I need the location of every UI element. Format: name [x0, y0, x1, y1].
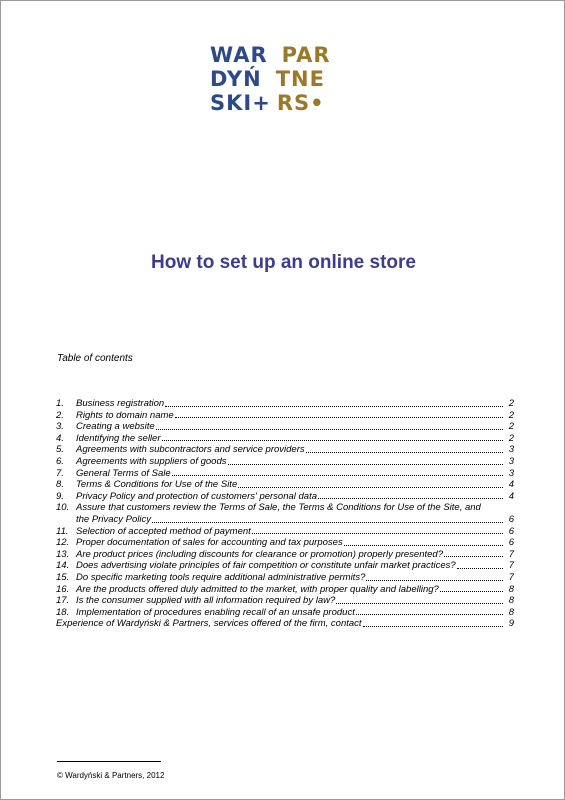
toc-entry[interactable]: [54, 421, 514, 433]
firm-logo: [210, 44, 360, 120]
toc-entry-page: 3: [508, 444, 514, 456]
toc-entry-number: 12.: [56, 537, 70, 549]
toc-entry-title: Privacy Policy and protection of customers' personal data: [76, 490, 318, 502]
toc-leader-dots: [444, 556, 503, 557]
toc-entry-number: 16.: [56, 583, 70, 595]
logo-row-3: SKI+ RS•: [210, 91, 325, 115]
toc-entry-title: Are the products offered duly admitted to the market, with proper quality and labelling?: [76, 583, 439, 595]
table-of-contents: [54, 398, 514, 630]
toc-entry-number: 14.: [56, 560, 70, 572]
toc-entry-title: Identifying the seller: [76, 432, 161, 444]
toc-entry-number: 2.: [56, 409, 64, 421]
toc-leader-dots: [238, 487, 503, 488]
toc-entry-page: 7: [508, 571, 514, 583]
toc-entry-number: 8.: [56, 479, 64, 491]
toc-entry[interactable]: [54, 479, 514, 491]
toc-entry[interactable]: [54, 444, 514, 456]
toc-entry-page: 9: [508, 618, 514, 630]
toc-entry-title: Rights to domain name: [76, 409, 174, 421]
toc-entry-number: 9.: [56, 490, 64, 502]
toc-entry-page: 8: [508, 606, 514, 618]
toc-leader-dots: [366, 580, 503, 581]
toc-entry-title: Do specific marketing tools require additional administrative permits?: [76, 571, 366, 583]
toc-heading: Table of contents: [57, 353, 133, 364]
toc-entry[interactable]: [54, 560, 514, 572]
toc-entry-title: Terms & Conditions for Use of the Site: [76, 479, 238, 491]
toc-entry-title: Agreements with subcontractors and service providers: [76, 444, 305, 456]
toc-entry-title: Is the consumer supplied with all information required by law?: [76, 595, 336, 607]
document-title: How to set up an online store: [151, 252, 416, 273]
toc-leader-dots: [306, 452, 503, 453]
toc-entry-number: 6.: [56, 455, 64, 467]
toc-entry-page: 4: [508, 479, 514, 491]
toc-entry-title: Assure that customers review the Terms of Sale, the Terms & Conditions for Use of the Site, and: [76, 502, 481, 514]
toc-entry[interactable]: [54, 398, 514, 410]
toc-entry-title-continued: the Privacy Policy: [76, 513, 151, 525]
toc-entry-number: 11.: [56, 525, 69, 537]
toc-entry-title: Proper documentation of sales for accounting and tax purposes: [76, 537, 343, 549]
toc-leader-dots: [336, 603, 503, 604]
toc-entry-title: Does advertising violate principles of fair competition or constitute unfair market practices?: [76, 560, 456, 572]
toc-entry-page: 7: [508, 548, 514, 560]
toc-entry[interactable]: [54, 549, 514, 561]
toc-entry[interactable]: [54, 526, 514, 538]
toc-entry-page: 2: [508, 398, 514, 409]
toc-leader-dots: [440, 591, 503, 592]
toc-entry[interactable]: [54, 468, 514, 480]
toc-entry[interactable]: [54, 502, 514, 525]
toc-entry-page: 8: [508, 583, 514, 595]
toc-entry-title: Creating a website: [76, 421, 155, 433]
toc-leader-dots: [356, 614, 503, 615]
toc-entry-number: 17.: [56, 595, 70, 607]
toc-leader-dots: [162, 440, 504, 441]
toc-leader-dots: [318, 498, 503, 499]
toc-leader-dots: [175, 417, 503, 418]
toc-entry-page: 2: [508, 421, 514, 433]
toc-entry-number: 7.: [56, 467, 64, 479]
toc-entry-title: Implementation of procedures enabling recall of an unsafe product: [76, 606, 355, 618]
toc-leader-dots: [344, 545, 503, 546]
toc-leader-dots: [252, 533, 503, 534]
toc-entry-page: 6: [508, 513, 514, 525]
logo-row-1: WAR PAR: [210, 43, 331, 67]
toc-entry[interactable]: [54, 572, 514, 584]
toc-entry-title: Experience of Wardyński & Partners, services offered of the firm, contact: [56, 618, 362, 630]
toc-entry[interactable]: [54, 491, 514, 503]
toc-entry[interactable]: [54, 595, 514, 607]
toc-entry-title: Selection of accepted method of payment: [76, 525, 251, 537]
toc-entry[interactable]: [54, 456, 514, 468]
toc-entry-page: 3: [508, 455, 514, 467]
toc-entry-number: 4.: [56, 432, 64, 444]
toc-entry-page: 7: [508, 560, 514, 572]
toc-entry-page: 2: [508, 409, 514, 421]
toc-entry-page: 3: [508, 467, 514, 479]
toc-entry-number: 1.: [56, 398, 64, 409]
toc-entry[interactable]: [54, 537, 514, 549]
toc-entry-page: 2: [508, 432, 514, 444]
toc-leader-dots: [172, 475, 503, 476]
toc-leader-dots: [152, 522, 503, 523]
toc-entry-title: Agreements with suppliers of goods: [76, 455, 227, 467]
copyright-footnote: © Wardyński & Partners, 2012: [57, 771, 165, 780]
toc-entry[interactable]: [54, 410, 514, 422]
toc-entry-number: 5.: [56, 444, 64, 456]
toc-entry-page: 6: [508, 525, 514, 537]
toc-entry-number: 13.: [56, 548, 70, 560]
toc-entry-title: Business registration: [76, 398, 165, 409]
toc-entry[interactable]: [54, 433, 514, 445]
footnote-divider: [57, 761, 161, 762]
toc-entry-page: 6: [508, 537, 514, 549]
toc-entry-title: Are product prices (including discounts for clearance or promotion) properly presented?: [76, 548, 443, 560]
toc-leader-dots: [228, 464, 504, 465]
toc-entry-number: 18.: [56, 606, 70, 618]
toc-leader-dots: [363, 626, 503, 627]
toc-entry-page: 4: [508, 490, 514, 502]
toc-leader-dots: [165, 406, 503, 407]
logo-row-2: DYŃ TNE: [210, 67, 325, 91]
toc-entry-number: 10.: [56, 502, 70, 514]
toc-entry[interactable]: [54, 584, 514, 596]
toc-entry-number: 15.: [56, 571, 70, 583]
toc-entry-number: 3.: [56, 421, 64, 433]
toc-leader-dots: [457, 568, 503, 569]
toc-entry[interactable]: [54, 607, 514, 619]
toc-entry-title: General Terms of Sale: [76, 467, 171, 479]
toc-entry[interactable]: [54, 618, 514, 630]
toc-leader-dots: [156, 429, 503, 430]
toc-entry-page: 8: [508, 595, 514, 607]
